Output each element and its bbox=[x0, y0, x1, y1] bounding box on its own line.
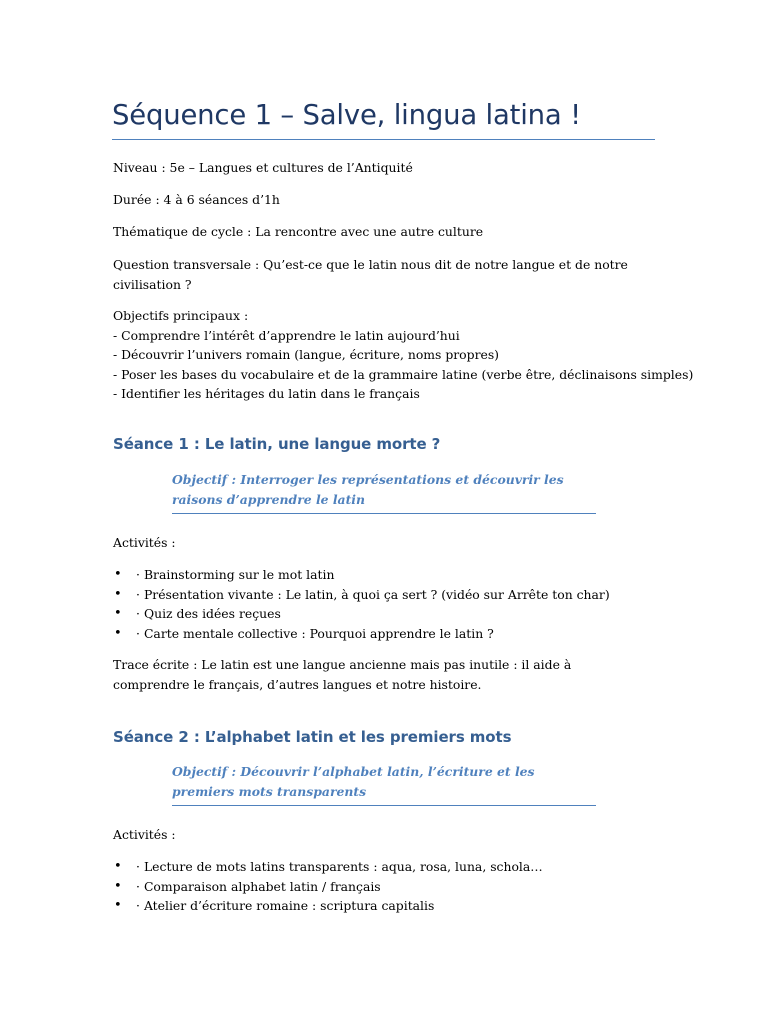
list-item-text: Présentation vivante : Le latin, à quoi ça sert ? (vidéo sur Arrête ton char) bbox=[143, 586, 610, 602]
seance2-activites-label: Activités : bbox=[113, 827, 176, 842]
bullet-icon: • bbox=[114, 625, 122, 641]
middot-icon: · bbox=[136, 606, 140, 621]
list-item bbox=[113, 857, 673, 877]
thematique-line: Thématique de cycle : La rencontre avec une autre culture bbox=[113, 224, 484, 239]
middot-icon: · bbox=[136, 586, 140, 602]
list-item bbox=[113, 565, 673, 585]
bullet-icon: • bbox=[114, 567, 122, 582]
list-item-text: Carte mentale collective : Pourquoi apprendre le latin ? bbox=[143, 625, 494, 641]
objectif-item: - Poser les bases du vocabulaire et de la grammaire latine (verbe être, déclinaisons simples) bbox=[113, 366, 694, 382]
objectif-item: - Découvrir l’univers romain (langue, écriture, noms propres) bbox=[113, 347, 500, 362]
bullet-icon: • bbox=[114, 878, 122, 894]
seance2-activites-list bbox=[113, 857, 673, 916]
seance1-heading: Séance 1 : Le latin, une langue morte ? bbox=[113, 435, 441, 453]
bullet-icon: • bbox=[114, 606, 122, 621]
list-item-text: Comparaison alphabet latin / français bbox=[143, 878, 381, 894]
seance1-objectif: Objectif : Interroger les représentations et découvrir les raisons d’apprendre le latin bbox=[172, 470, 596, 514]
list-item bbox=[113, 896, 673, 916]
list-item bbox=[113, 585, 673, 605]
middot-icon: · bbox=[136, 859, 140, 874]
seance2-heading: Séance 2 : L’alphabet latin et les premiers mots bbox=[113, 728, 512, 746]
list-item bbox=[113, 604, 673, 624]
seance1-activites-list bbox=[113, 565, 673, 643]
middot-icon: · bbox=[136, 625, 140, 641]
list-item-text: Lecture de mots latins transparents : aqua, rosa, luna, schola… bbox=[143, 859, 543, 874]
list-item bbox=[113, 624, 673, 644]
seance2-objectif: Objectif : Découvrir l’alphabet latin, l’écriture et les premiers mots transparents bbox=[172, 762, 596, 806]
bullet-icon: • bbox=[114, 898, 122, 913]
list-item bbox=[113, 877, 673, 897]
seance1-trace-ecrite: Trace écrite : Le latin est une langue ancienne mais pas inutile : il aide à comprendre le français, d’autres langues et notre histoire. bbox=[113, 657, 572, 692]
question-transversale: Question transversale : Qu’est-ce que le latin nous dit de notre langue et de notre civilisation ? bbox=[113, 257, 628, 292]
title-underline bbox=[112, 139, 655, 140]
duree-line: Durée : 4 à 6 séances d’1h bbox=[113, 192, 280, 207]
seance1-activites-label: Activités : bbox=[113, 535, 176, 550]
objectifs-block bbox=[113, 306, 694, 404]
middot-icon: · bbox=[136, 878, 140, 894]
bullet-icon: • bbox=[114, 859, 122, 874]
bullet-icon: • bbox=[114, 586, 122, 602]
objectif-item: - Comprendre l’intérêt d’apprendre le latin aujourd’hui bbox=[113, 327, 460, 343]
middot-icon: · bbox=[136, 567, 140, 582]
list-item-text: Quiz des idées reçues bbox=[143, 606, 281, 621]
objectif-item: - Identifier les héritages du latin dans le français bbox=[113, 386, 420, 401]
list-item-text: Brainstorming sur le mot latin bbox=[143, 567, 335, 582]
list-item-text: Atelier d’écriture romaine : scriptura capitalis bbox=[143, 898, 435, 913]
niveau-line: Niveau : 5e – Langues et cultures de l’Antiquité bbox=[113, 160, 413, 175]
objectifs-heading: Objectifs principaux : bbox=[113, 308, 249, 323]
middot-icon: · bbox=[136, 898, 140, 913]
document-title: Séquence 1 – Salve, lingua latina ! bbox=[112, 99, 581, 131]
